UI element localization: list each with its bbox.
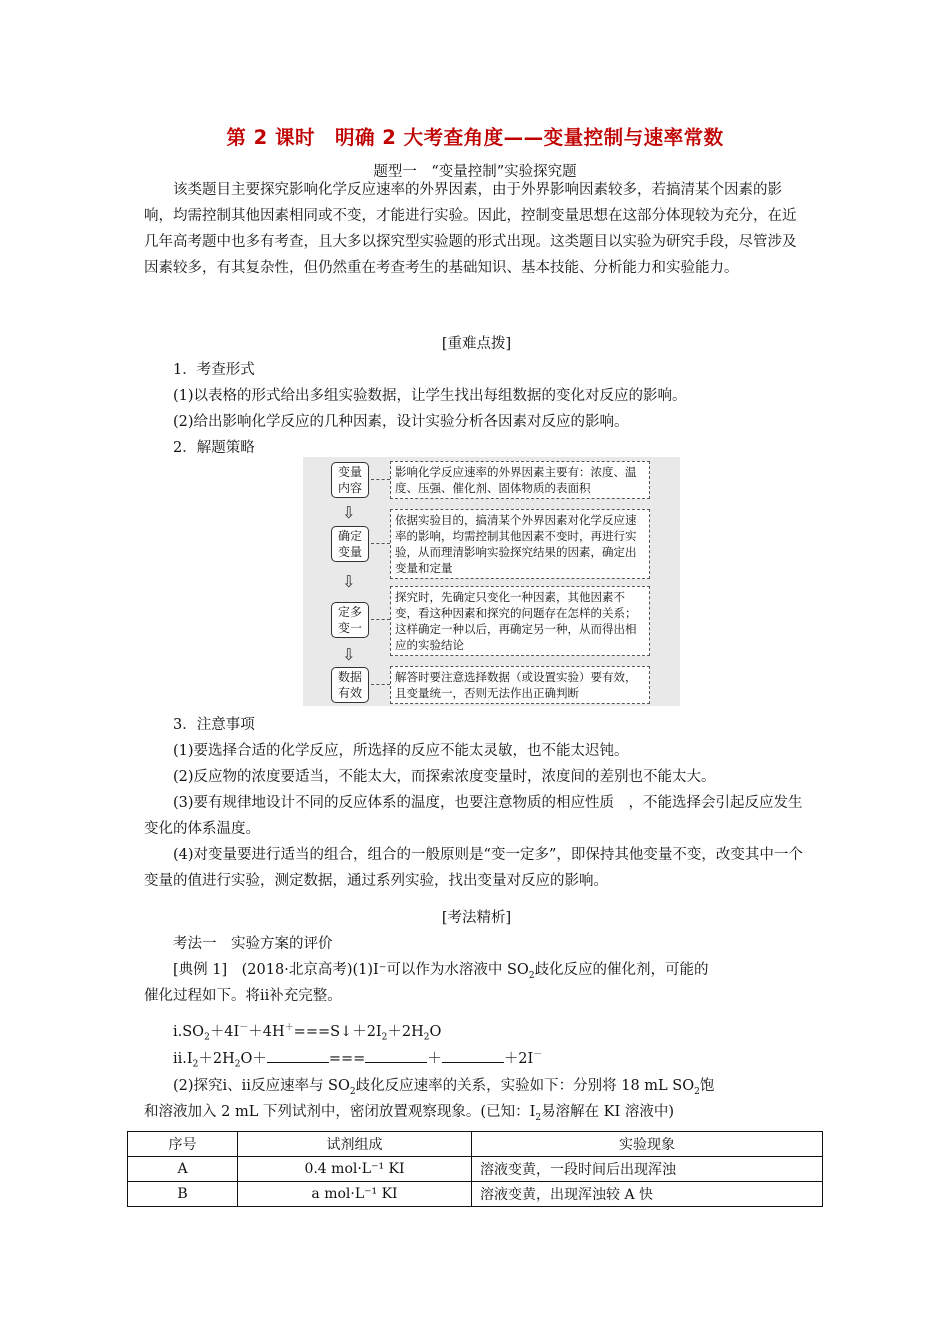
step-text-variable-content: 影响化学反应速率的外界因素主要有：浓度、温度、压强、催化剂、固体物质的表面积 [390,461,650,499]
table-row [128,1182,823,1207]
example-part2-line-2: 和溶液加入 2 mL 下列试剂中，密闭放置观察现象。(已知：$I_2$易溶解在 KI 溶液中) [144,1104,674,1123]
step-text-valid-data: 解答时要注意选择数据（或设置实验）要有效，且变量统一，否则无法作出正确判断 [390,666,650,704]
table-row [128,1157,823,1182]
equation-i: $ⅰ.SO_2+4I^-+4H^+===S↓+2I_2+2H_2O$ [173,1023,442,1043]
down-arrow-icon: ⇩ [342,572,356,591]
item1-point-a: (1)以表格的形式给出多组实验数据，让学生找出每组数据的变化对反应的影响。 [173,388,687,404]
step-box-variable-content: 变量内容 [331,462,369,498]
step-box-fix-many-vary-one: 定多变一 [331,602,369,638]
table-header-row [128,1132,823,1157]
dashed-connector [371,543,390,544]
section-heading-key-points: [重难点拨] [441,336,512,352]
step-text-fix-many-vary-one: 探究时，先确定只变化一种因素，其他因素不变，看这种因素和探究的问题存在怎样的关系；这样确定一种以后，再确定另一种，从而得出相应的实验结论 [390,586,650,656]
item3-point-d: (4)对变量要进行适当的组合，组合的一般原则是“变一定多”，即保持其他变量不变，改变其中一个变量的值进行实验，测定数据，通过系列实验，找出变量对反应的影响。 [144,847,803,889]
example-part2-line: (2)探究ⅰ、ⅱ反应速率与 $SO_2$歧化反应速率的关系，实验如下：分别将 18 mL $SO_2$饱 [173,1078,715,1097]
page-title: 第 2 课时 明确 2 大考查角度——变量控制与速率常数 [226,126,724,149]
table-cell: A [128,1157,238,1182]
strategy-flow-diagram [303,457,680,706]
item3-point-c: (3)要有规律地设计不同的反应体系的温度，也要注意物质的相应性质 ，不能选择会引起反应发生变化的体系温度。 [144,795,803,837]
answer-blank[interactable] [267,1048,329,1063]
table-header: 序号 [128,1132,238,1157]
item1-title: 1．考查形式 [173,362,255,378]
item1-point-b: (2)给出影响化学反应的几种因素，设计实验分析各因素对反应的影响。 [173,414,629,430]
item3-title: 3．注意事项 [173,717,255,733]
down-arrow-icon: ⇩ [342,645,356,664]
down-arrow-icon: ⇩ [342,503,356,522]
item3-point-a: (1)要选择合适的化学反应，所选择的反应不能太灵敏，也不能太迟钝。 [173,743,629,759]
table-header: 实验现象 [472,1132,823,1157]
answer-blank[interactable] [442,1048,504,1063]
step-text-determine-variable: 依据实验目的，搞清某个外界因素对化学反应速率的影响，均需控制其他因素不变时，再进行实验，从而理清影响实验探究结果的因素，确定出变量和定量 [390,509,650,579]
equation-ii: $ⅱ.I_2+2H_2O+$ === ＋ ＋2I－ [173,1042,542,1078]
table-cell: a mol·L⁻¹ KI [238,1182,472,1207]
table-cell: 0.4 mol·L⁻¹ KI [238,1157,472,1182]
step-box-determine-variable: 确定变量 [331,526,369,562]
table-cell: B [128,1182,238,1207]
table-cell: 溶液变黄，一段时间后出现浑浊 [472,1157,823,1182]
intro-paragraph: 该类题目主要探究影响化学反应速率的外界因素，由于外界影响因素较多，若搞清某个因素的影响，均需控制其他因素相同或不变，才能进行实验。因此，控制变量思想在这部分体现较为充分，在近几年高考题中也多有考查，且大多以探究型实验题的形式出现。这类题目以实验为研究手段，尽管涉及因素较多，有其复杂性，但仍然重在考查考生的基础知识、基本技能、分析能力和实验能力。 [144,182,797,276]
dashed-connector [371,684,390,685]
section-heading-method-analysis: [考法精析] [441,910,512,926]
table-cell: 溶液变黄，出现浑浊较 A 快 [472,1182,823,1207]
dashed-connector [371,479,390,480]
item2-title: 2．解题策略 [173,440,255,456]
section-subtitle: 题型一 “变量控制”实验探究题 [373,164,577,180]
example-line-1: [典例 1] (2018·北京高考)(1)I⁻可以作为水溶液中 $SO_2$歧化反应的催化剂，可能的 [173,962,709,981]
experiment-table [127,1131,823,1207]
answer-blank[interactable] [365,1048,427,1063]
example-line-2: 催化过程如下。将ⅱ补充完整。 [144,988,342,1004]
dashed-connector [371,619,390,620]
table-header: 试剂组成 [238,1132,472,1157]
step-box-valid-data: 数据有效 [331,667,369,703]
method-one-title: 考法一 实验方案的评价 [173,936,333,952]
item3-point-b: (2)反应物的浓度要适当，不能太大，而探索浓度变量时，浓度间的差别也不能太大。 [173,769,716,785]
